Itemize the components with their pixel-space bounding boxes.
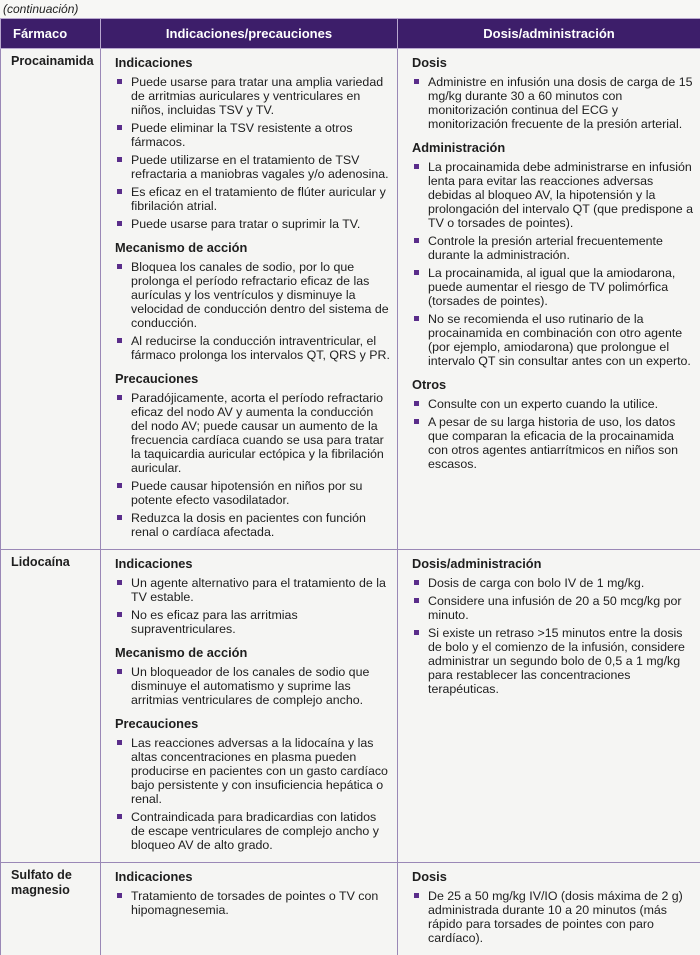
list-item: A pesar de su larga historia de uso, los datos que comparan la eficacia de la procainamida con otros agentes antiarrítmicos en niños son escasos. — [412, 415, 696, 471]
list-item: Considere una infusión de 20 a 50 mcg/kg por minuto. — [412, 594, 696, 622]
list-item: Contraindicada para bradicardias con latidos de escape ventriculares de complejo ancho y bloqueo AV de alto grado. — [115, 810, 393, 852]
list-item: No es eficaz para las arritmias supraventriculares. — [115, 608, 393, 636]
table-row — [1, 550, 700, 863]
section-title: Mecanismo de acción — [115, 645, 393, 660]
list-item: Un agente alternativo para el tratamiento de la TV estable. — [115, 576, 393, 604]
header-indications: Indicaciones/precauciones — [101, 19, 398, 49]
indications-cell — [101, 550, 398, 863]
list-item: Puede utilizarse en el tratamiento de TSV refractaria a maniobras vagales y/o adenosina. — [115, 153, 393, 181]
list-item: Paradójicamente, acorta el período refractario eficaz del nodo AV y aumenta la conducción del nodo AV; puede causar un aumento de la frecuencia cardíaca cuando se usa para tratar la taquicardia auricular ectópica y la fibrilación auricular. — [115, 391, 393, 475]
table-header-row — [1, 19, 700, 49]
drug-name: Lidocaína — [1, 550, 101, 863]
table-row — [1, 49, 700, 550]
bullet-list — [109, 576, 393, 636]
bullet-list — [406, 889, 696, 945]
dosage-cell — [398, 550, 700, 863]
bullet-list — [406, 576, 696, 696]
list-item: No se recomienda el uso rutinario de la procainamida en combinación con otro agente (por ejemplo, amiodarona) que prolongue el intervalo QT sin consultar antes con un experto. — [412, 312, 696, 368]
bullet-list — [109, 260, 393, 362]
header-dosage: Dosis/administración — [398, 19, 700, 49]
indications-cell — [101, 49, 398, 550]
list-item: Dosis de carga con bolo IV de 1 mg/kg. — [412, 576, 696, 590]
section-title: Administración — [412, 140, 696, 155]
bullet-list — [109, 391, 393, 539]
section-title: Precauciones — [115, 371, 393, 386]
section-title: Mecanismo de acción — [115, 240, 393, 255]
list-item: Puede usarse para tratar o suprimir la TV. — [115, 217, 393, 231]
list-item: Tratamiento de torsades de pointes o TV con hipomagnesemia. — [115, 889, 393, 917]
bullet-list — [109, 736, 393, 852]
list-item: La procainamida, al igual que la amiodarona, puede aumentar el riesgo de TV polimórfica (torsades de pointes). — [412, 266, 696, 308]
list-item: Reduzca la dosis en pacientes con función renal o cardíaca afectada. — [115, 511, 393, 539]
bullet-list — [406, 160, 696, 368]
section-title: Indicaciones — [115, 869, 393, 884]
list-item: Bloquea los canales de sodio, por lo que prolonga el período refractario eficaz de las aurículas y los ventrículos y disminuye la velocidad de conducción dentro del sistema de conducción. — [115, 260, 393, 330]
list-item: Puede causar hipotensión en niños por su potente efecto vasodilatador. — [115, 479, 393, 507]
list-item: Consulte con un experto cuando la utilice. — [412, 397, 696, 411]
drug-table — [0, 18, 700, 955]
list-item: Puede eliminar la TSV resistente a otros fármacos. — [115, 121, 393, 149]
list-item: De 25 a 50 mg/kg IV/IO (dosis máxima de 2 g) administrada durante 10 a 20 minutos (más rápido para torsades de pointes con paro cardíaco). — [412, 889, 696, 945]
list-item: Al reducirse la conducción intraventricular, el fármaco prolonga los intervalos QT, QRS y PR. — [115, 334, 393, 362]
bullet-list — [109, 75, 393, 231]
table-row — [1, 863, 700, 955]
section-title: Dosis — [412, 869, 696, 884]
dosage-cell — [398, 49, 700, 550]
list-item: Puede usarse para tratar una amplia variedad de arritmias auriculares y ventriculares en niños, incluidas TSV y TV. — [115, 75, 393, 117]
section-title: Precauciones — [115, 716, 393, 731]
list-item: Un bloqueador de los canales de sodio que disminuye el automatismo y suprime las arritmias ventriculares de complejo ancho. — [115, 665, 393, 707]
list-item: La procainamida debe administrarse en infusión lenta para evitar las reacciones adversas debidas al bloqueo AV, la hipotensión y la prolongación del intervalo QT (que predispone a TV o torsades de pointes). — [412, 160, 696, 230]
section-title: Otros — [412, 377, 696, 392]
bullet-list — [109, 665, 393, 707]
list-item: Administre en infusión una dosis de carga de 15 mg/kg durante 30 a 60 minutos con monitorización continua del ECG y monitorización frecuente de la presión arterial. — [412, 75, 696, 131]
bullet-list — [406, 75, 696, 131]
section-title: Indicaciones — [115, 55, 393, 70]
drug-name: Sulfato de magnesio — [1, 863, 101, 955]
list-item: Es eficaz en el tratamiento de flúter auricular y fibrilación atrial. — [115, 185, 393, 213]
section-title: Indicaciones — [115, 556, 393, 571]
bullet-list — [109, 889, 393, 917]
section-title: Dosis — [412, 55, 696, 70]
list-item: Controle la presión arterial frecuentemente durante la administración. — [412, 234, 696, 262]
drug-name: Procainamida — [1, 49, 101, 550]
list-item: Si existe un retraso >15 minutos entre la dosis de bolo y el comienzo de la infusión, considere administrar un segundo bolo de 0,5 a 1 mg/kg para restablecer las concentraciones terapéuticas. — [412, 626, 696, 696]
list-item: Las reacciones adversas a la lidocaína y las altas concentraciones en plasma pueden producirse en pacientes con un gasto cardíaco bajo persistente y con insuficiencia hepática o renal. — [115, 736, 393, 806]
dosage-cell — [398, 863, 700, 955]
indications-cell — [101, 863, 398, 955]
continuation-label: (continuación) — [0, 0, 700, 18]
header-drug: Fármaco — [1, 19, 101, 49]
section-title: Dosis/administración — [412, 556, 696, 571]
bullet-list — [406, 397, 696, 471]
